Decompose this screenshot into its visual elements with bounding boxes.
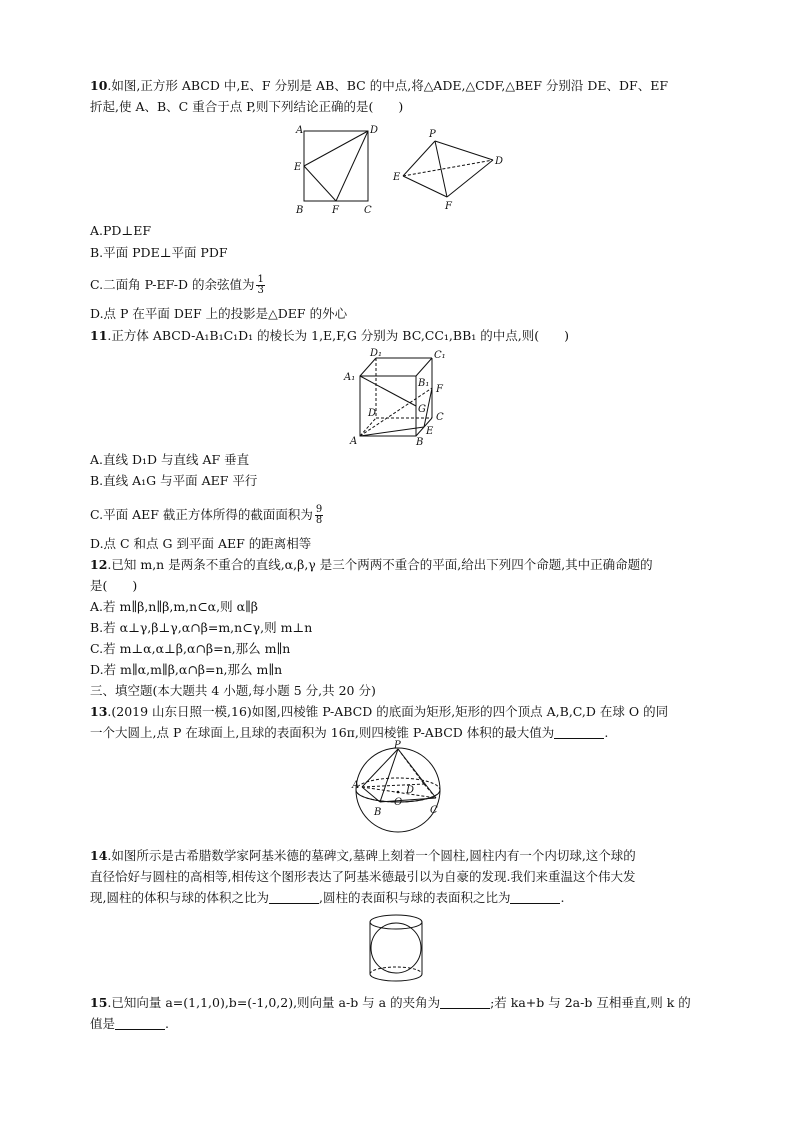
q15-stem-line2: 值是 .: [90, 1016, 169, 1031]
svg-text:A₁: A₁: [344, 372, 356, 383]
q11-option-c: C.平面 AEF 截正方体所得的截面面积为 $\frac{9}{8}$: [90, 504, 323, 526]
q10-tetrahedron-figure: [392, 129, 503, 212]
q11-cube-figure: [340, 346, 460, 446]
q10-stem-line1: 10.如图,正方形 ABCD 中,E、F 分别是 AB、BC 的中点,将△ADE,△CDF,△BEF 分别沿 DE、DF、EF: [90, 78, 669, 93]
svg-text:C: C: [430, 805, 438, 816]
q12-option-b: B.若 α⊥γ,β⊥γ,α∩β=m,n⊂γ,则 m⊥n: [90, 620, 313, 635]
section-title: 三、填空题(本大题共 4 小题,每小题 5 分,共 20 分): [90, 683, 376, 698]
q14-stem-line2: 直径恰好与圆柱的高相等,相传这个图形表达了阿基米德最引以为自豪的发现.我们来重温这个伟大发: [90, 869, 636, 884]
svg-text:G: G: [418, 404, 426, 415]
q10-option-b: B.平面 PDE⊥平面 PDF: [90, 245, 228, 260]
fraction: $\frac{1}{3}$: [257, 274, 264, 296]
q15-stem-line1: 15.已知向量 a=(1,1,0),b=(-1,0,2),则向量 a-b 与 a 的夹角为 ;若 ka+b 与 2a-b 互相垂直,则 k 的: [90, 995, 691, 1010]
q12-option-a: A.若 m∥β,n∥β,m,n⊂α,则 α∥β: [90, 599, 259, 614]
svg-text:C: C: [364, 205, 372, 216]
svg-text:F: F: [445, 201, 452, 212]
svg-text:C₁: C₁: [434, 350, 446, 361]
svg-text:P: P: [394, 740, 401, 751]
q12-option-c: C.若 m⊥α,α⊥β,α∩β=n,那么 m∥n: [90, 641, 291, 656]
svg-text:D: D: [368, 408, 377, 419]
svg-text:B: B: [296, 205, 304, 216]
q10-option-a: A.PD⊥EF: [90, 223, 151, 238]
q14-stem-line1: 14.如图所示是古希腊数学家阿基米德的墓碑文,墓碑上刻着一个圆柱,圆柱内有一个内切球,这个球的: [90, 848, 636, 863]
svg-text:O: O: [394, 797, 403, 808]
q14-cylinder-figure: [362, 910, 432, 990]
answer-blank: [115, 1018, 165, 1030]
q10-square-figure: [293, 125, 378, 216]
q12-stem-line1: 12.已知 m,n 是两条不重合的直线,α,β,γ 是三个两两不重合的平面,给出下列四个命题,其中正确命题的: [90, 557, 653, 572]
q14-stem-line3: 现,圆柱的体积与球的体积之比为 ,圆柱的表面积与球的表面积之比为 .: [90, 890, 565, 905]
q13-stem-line2: 一个大圆上,点 P 在球面上,且球的表面积为 16π,则四棱锥 P-ABCD 体积的最大值为 .: [90, 725, 609, 740]
q12-stem-line2: 是( ): [90, 578, 138, 593]
q11-option-b: B.直线 A₁G 与平面 AEF 平行: [90, 473, 258, 488]
svg-text:A: A: [352, 780, 360, 791]
svg-text:D₁: D₁: [370, 348, 383, 359]
svg-text:C: C: [436, 412, 444, 423]
svg-text:E: E: [393, 172, 401, 183]
q11-option-a: A.直线 D₁D 与直线 AF 垂直: [90, 452, 250, 467]
q13-stem-line1: 13.(2019 山东日照一模,16)如图,四棱锥 P-ABCD 的底面为矩形,矩形的四个顶点 A,B,C,D 在球 O 的同: [90, 704, 669, 719]
svg-text:F: F: [332, 205, 339, 216]
q10-stem-line2: 折起,使 A、B、C 重合于点 P,则下列结论正确的是( ): [90, 99, 404, 114]
svg-text:E: E: [294, 162, 302, 173]
svg-text:A: A: [296, 125, 304, 136]
svg-text:F: F: [436, 384, 443, 395]
svg-text:D: D: [495, 156, 504, 167]
q12-option-d: D.若 m∥α,m∥β,α∩β=n,那么 m∥n: [90, 662, 283, 677]
svg-text:D: D: [406, 785, 415, 796]
fraction: $\frac{9}{8}$: [315, 504, 323, 526]
answer-blank: [269, 892, 319, 904]
answer-blank: [440, 997, 490, 1009]
answer-blank: [554, 727, 604, 739]
svg-text:B₁: B₁: [418, 378, 430, 389]
svg-text:D: D: [370, 125, 379, 136]
q10-option-c: C.二面角 P-EF-D 的余弦值为 $\frac{1}{3}$: [90, 274, 264, 296]
q11-stem: 11.正方体 ABCD-A₁B₁C₁D₁ 的棱长为 1,E,F,G 分别为 BC,CC₁,BB₁ 的中点,则( ): [90, 328, 569, 343]
q11-option-d: D.点 C 和点 G 到平面 AEF 的距离相等: [90, 536, 312, 551]
svg-text:B: B: [416, 437, 424, 446]
q10-option-d: D.点 P 在平面 DEF 上的投影是△DEF 的外心: [90, 306, 348, 321]
q13-sphere-figure: [340, 740, 460, 835]
answer-blank: [510, 892, 560, 904]
q10-figure: [290, 123, 520, 218]
svg-text:E: E: [426, 426, 434, 437]
svg-text:B: B: [374, 807, 382, 818]
svg-text:A: A: [350, 436, 358, 446]
svg-text:P: P: [429, 129, 436, 140]
